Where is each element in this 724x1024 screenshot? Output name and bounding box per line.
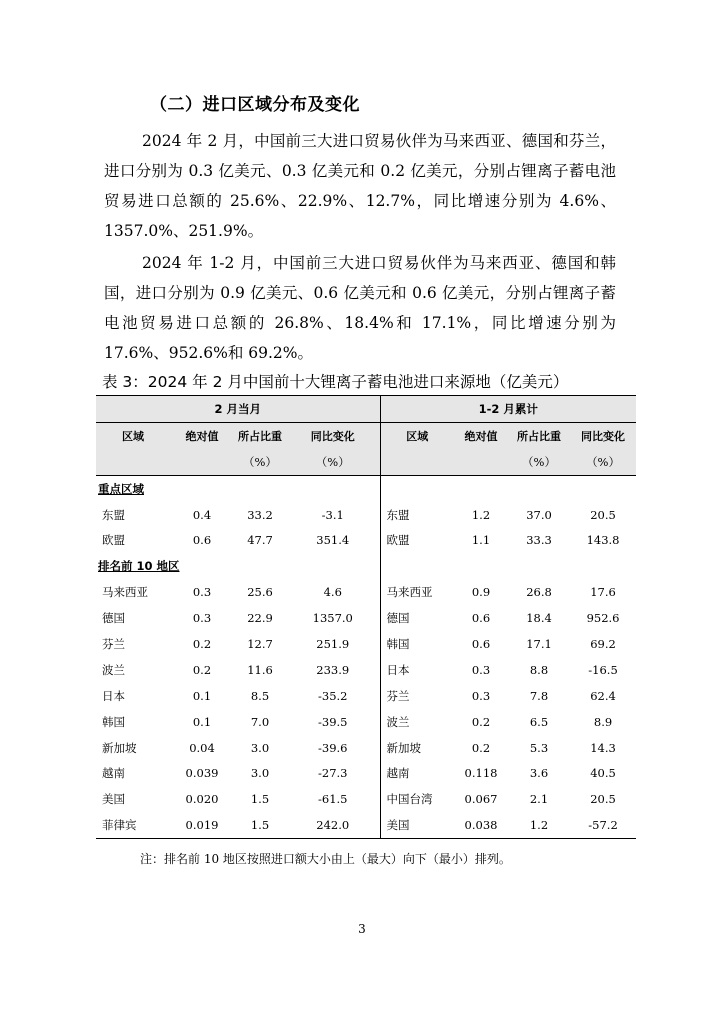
region-cell: 波兰	[380, 709, 454, 735]
share-cell: 3.6	[529, 766, 549, 781]
share-cell: 1.5	[234, 812, 286, 838]
abs-value-cell: 0.2	[471, 740, 491, 755]
import-source-table	[96, 395, 636, 839]
abs-value-cell: 0.2	[192, 636, 212, 651]
share-cell: 8.8	[529, 662, 549, 677]
table-row	[96, 579, 636, 605]
share-cell: 2.1	[529, 792, 549, 807]
region-cell: 韩国	[102, 714, 125, 729]
region-cell: 日本	[102, 688, 125, 703]
yoy-cell: 952.6	[586, 611, 620, 626]
share-cell: 1.5	[250, 792, 270, 807]
col-header-region: 区域	[122, 429, 144, 443]
col-header-abs: 绝对值	[185, 429, 219, 443]
share-cell: 47.7	[247, 533, 273, 548]
share-cell: 37.0	[526, 507, 552, 522]
table-note: 注：排名前 10 地区按照进口额大小由上（最大）向下（最小）排列。	[140, 852, 511, 866]
abs-value-cell: 0.4	[192, 507, 212, 522]
region-cell: 波兰	[102, 662, 125, 677]
region-cell: 美国	[380, 812, 454, 838]
share-cell: 26.8	[526, 585, 552, 600]
table-row	[96, 605, 636, 631]
yoy-cell: 8.9	[593, 714, 613, 729]
group-header-feb: 2 月当月	[96, 396, 380, 423]
abs-value-cell: 0.118	[464, 766, 498, 781]
abs-value-cell: 0.3	[192, 611, 212, 626]
share-cell: 17.1	[526, 636, 552, 651]
unit-share: （%）	[234, 449, 286, 475]
share-cell: 6.5	[529, 714, 549, 729]
col-header-yoy: 同比变化	[310, 429, 355, 443]
region-cell: 东盟	[380, 502, 454, 528]
region-cell: 韩国	[380, 631, 454, 657]
yoy-cell: 20.5	[590, 792, 616, 807]
col-header-region: 区域	[380, 422, 454, 448]
table-row	[96, 631, 636, 657]
yoy-cell: 62.4	[590, 688, 616, 703]
table-row	[96, 527, 636, 553]
share-cell: 11.6	[247, 662, 273, 677]
region-cell: 马来西亚	[102, 585, 148, 600]
share-cell: 5.3	[529, 740, 549, 755]
share-cell: 7.0	[250, 714, 270, 729]
abs-value-cell: 0.6	[471, 611, 491, 626]
table-row	[96, 502, 636, 528]
share-cell: 22.9	[247, 611, 273, 626]
share-cell: 25.6	[247, 585, 273, 600]
abs-value-cell: 0.9	[471, 585, 491, 600]
abs-value-cell: 0.6	[192, 533, 212, 548]
region-cell: 德国	[380, 605, 454, 631]
share-cell: 33.2	[247, 507, 273, 522]
region-cell: 欧盟	[380, 527, 454, 553]
unit-yoy: （%）	[570, 449, 636, 475]
yoy-cell: 14.3	[590, 740, 616, 755]
share-cell: 1.2	[508, 812, 570, 838]
table-row	[96, 812, 636, 838]
region-cell: 中国台湾	[380, 786, 454, 812]
abs-value-cell: 0.1	[192, 688, 212, 703]
yoy-cell: -61.5	[318, 792, 348, 807]
abs-value-cell: 0.3	[192, 585, 212, 600]
region-cell: 新加坡	[102, 740, 137, 755]
region-cell: 越南	[380, 760, 454, 786]
table-row	[96, 786, 636, 812]
abs-value-cell: 1.1	[471, 533, 491, 548]
abs-value-cell: 0.019	[170, 812, 234, 838]
region-cell: 美国	[102, 792, 125, 807]
unit-share: （%）	[508, 449, 570, 475]
abs-value-cell: 0.6	[471, 636, 491, 651]
region-cell: 日本	[380, 657, 454, 683]
region-cell: 芬兰	[102, 636, 125, 651]
table-row	[96, 683, 636, 709]
region-cell: 马来西亚	[380, 579, 454, 605]
col-header-abs: 绝对值	[464, 429, 498, 443]
abs-value-cell: 0.039	[185, 766, 219, 781]
yoy-cell: -35.2	[318, 688, 348, 703]
region-cell: 欧盟	[102, 533, 125, 548]
yoy-cell: -39.5	[318, 714, 348, 729]
yoy-cell: 242.0	[286, 812, 380, 838]
paragraph-1: 2024 年 2 月，中国前三大进口贸易伙伴为马来西亚、德国和芬兰，进口分别为 0.3 亿美元、0.3 亿美元和 0.2 亿美元，分别占锂离子蓄电池贸易进口总额的 25.6%、22.9%、12.7%，同比增速分别为 4.6%、1357.0%、251.9%。	[104, 132, 616, 240]
col-header-share: 所占比重	[517, 429, 562, 443]
col-header-share: 所占比重	[238, 429, 282, 443]
table-row	[96, 709, 636, 735]
abs-value-cell: 0.2	[471, 714, 491, 729]
region-cell: 芬兰	[380, 683, 454, 709]
table-row	[96, 760, 636, 786]
yoy-cell: 40.5	[590, 766, 616, 781]
yoy-cell: 143.8	[586, 533, 620, 548]
abs-value-cell: 0.3	[471, 688, 491, 703]
yoy-cell: -57.2	[570, 812, 636, 838]
yoy-cell: 69.2	[590, 636, 616, 651]
region-cell: 新加坡	[380, 735, 454, 761]
share-cell: 33.3	[526, 533, 552, 548]
abs-value-cell: 0.3	[471, 662, 491, 677]
abs-value-cell: 0.04	[189, 740, 215, 755]
abs-value-cell: 0.020	[185, 792, 219, 807]
table-caption: 表 3：2024 年 2 月中国前十大锂离子蓄电池进口来源地（亿美元）	[102, 373, 569, 391]
region-cell: 东盟	[102, 507, 125, 522]
table-row	[96, 657, 636, 683]
section-top10: 排名前 10 地区	[98, 559, 180, 574]
yoy-cell: 351.4	[316, 533, 350, 548]
paragraph-2: 2024 年 1-2 月，中国前三大进口贸易伙伴为马来西亚、德国和韩国，进口分别为 0.9 亿美元、0.6 亿美元和 0.6 亿美元，分别占锂离子蓄电池贸易进口总额的 26.8%、18.4%和 17.1%，同比增速分别为 17.6%、952.6%和 69.2%。	[104, 254, 616, 362]
yoy-cell: 233.9	[316, 662, 350, 677]
share-cell: 3.0	[250, 766, 270, 781]
yoy-cell: 17.6	[590, 585, 616, 600]
share-cell: 3.0	[250, 740, 270, 755]
region-cell: 越南	[102, 766, 125, 781]
table-row	[96, 735, 636, 761]
abs-value-cell: 1.2	[471, 507, 491, 522]
share-cell: 7.8	[529, 688, 549, 703]
yoy-cell: 251.9	[316, 636, 350, 651]
yoy-cell: 4.6	[323, 585, 342, 600]
page-number: 3	[358, 922, 366, 936]
section-key-regions: 重点区域	[98, 481, 144, 496]
share-cell: 8.5	[250, 688, 270, 703]
region-cell: 德国	[102, 611, 125, 626]
abs-value-cell: 0.1	[192, 714, 212, 729]
yoy-cell: 20.5	[590, 507, 616, 522]
share-cell: 12.7	[247, 636, 273, 651]
region-cell: 菲律宾	[96, 812, 170, 838]
group-header-jan-feb: 1-2 月累计	[380, 396, 636, 423]
yoy-cell: 1357.0	[312, 611, 353, 626]
share-cell: 18.4	[526, 611, 552, 626]
unit-yoy: （%）	[286, 449, 380, 475]
abs-value-cell: 0.067	[464, 792, 498, 807]
yoy-cell: -16.5	[588, 662, 618, 677]
section-heading: （二）进口区域分布及变化	[150, 95, 360, 115]
abs-value-cell: 0.2	[192, 662, 212, 677]
yoy-cell: -3.1	[321, 507, 344, 522]
yoy-cell: -27.3	[318, 766, 348, 781]
abs-value-cell: 0.038	[454, 812, 508, 838]
col-header-yoy: 同比变化	[581, 429, 626, 443]
yoy-cell: -39.6	[318, 740, 348, 755]
